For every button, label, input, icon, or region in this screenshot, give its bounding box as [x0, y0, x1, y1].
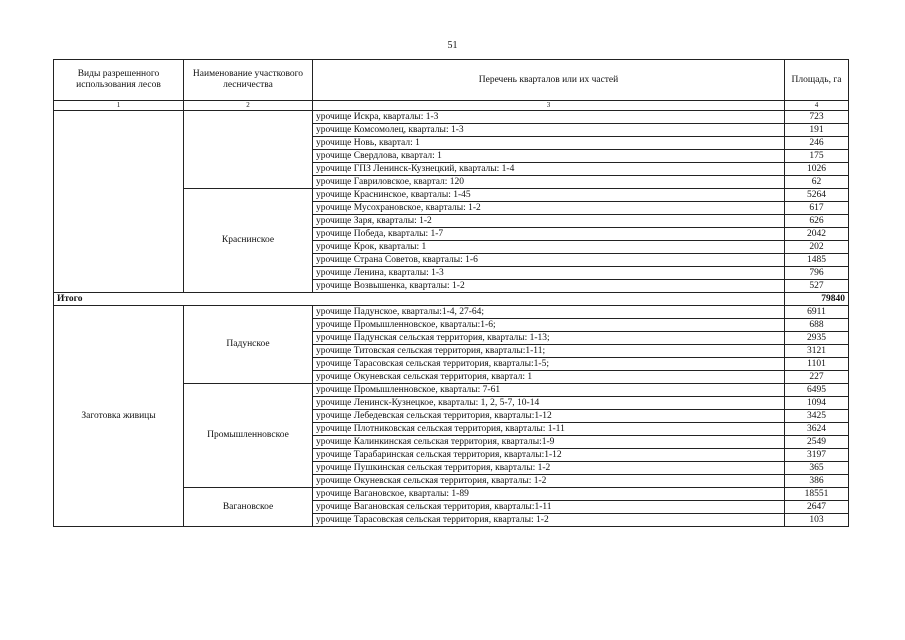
area-cell: 5264	[785, 189, 849, 202]
quarter-cell: урочище Мусохрановское, кварталы: 1-2	[313, 202, 785, 215]
quarter-cell: урочище Падунское, кварталы:1-4, 27-64;	[313, 306, 785, 319]
area-cell: 3121	[785, 345, 849, 358]
quarter-cell: урочище Вагановское, кварталы: 1-89	[313, 488, 785, 501]
column-number: 4	[785, 101, 849, 111]
area-cell: 688	[785, 319, 849, 332]
area-cell: 191	[785, 124, 849, 137]
use-type-cell	[54, 111, 184, 293]
quarter-cell: урочище Лебедевская сельская территория, кварталы:1-12	[313, 410, 785, 423]
quarter-cell: урочище Гавриловское, квартал: 120	[313, 176, 785, 189]
table-header-row	[54, 60, 849, 101]
column-number: 3	[313, 101, 785, 111]
area-cell: 617	[785, 202, 849, 215]
total-label: Итого	[54, 293, 785, 306]
quarter-cell: урочище Тарабаринская сельская территория, кварталы:1-12	[313, 449, 785, 462]
area-cell: 365	[785, 462, 849, 475]
area-cell: 103	[785, 514, 849, 527]
quarter-cell: урочище Тарасовская сельская территория, кварталы:1-5;	[313, 358, 785, 371]
quarter-cell: урочище Ленинск-Кузнецкое, кварталы: 1, 2, 5-7, 10-14	[313, 397, 785, 410]
total-value: 79840	[785, 293, 849, 306]
column-number: 2	[184, 101, 313, 111]
quarter-cell: урочище Вагановская сельская территория, кварталы:1-11	[313, 501, 785, 514]
area-cell: 2042	[785, 228, 849, 241]
table-row	[54, 111, 849, 124]
area-cell: 6495	[785, 384, 849, 397]
quarter-cell: урочище Возвышенка, кварталы: 1-2	[313, 280, 785, 293]
area-cell: 2935	[785, 332, 849, 345]
quarter-cell: урочище Падунская сельская территория, кварталы: 1-13;	[313, 332, 785, 345]
header-quarters: Перечень кварталов или их частей	[313, 60, 785, 101]
quarter-cell: урочище Пушкинская сельская территория, кварталы: 1-2	[313, 462, 785, 475]
forestry-cell: Падунское	[184, 306, 313, 384]
quarter-cell: урочище Титовская сельская территория, кварталы:1-11;	[313, 345, 785, 358]
quarter-cell: урочище Тарасовская сельская территория, кварталы: 1-2	[313, 514, 785, 527]
page-number: 51	[447, 40, 458, 51]
quarter-cell: урочище ГПЗ Ленинск-Кузнецкий, кварталы: 1-4	[313, 163, 785, 176]
quarter-cell: урочище Крок, кварталы: 1	[313, 241, 785, 254]
area-cell: 386	[785, 475, 849, 488]
area-cell: 3425	[785, 410, 849, 423]
quarter-cell: урочище Калинкинская сельская территория, кварталы:1-9	[313, 436, 785, 449]
area-cell: 3197	[785, 449, 849, 462]
header-forestry: Наименование участкового лесничества	[184, 60, 313, 101]
quarter-cell: урочище Комсомолец, кварталы: 1-3	[313, 124, 785, 137]
area-cell: 626	[785, 215, 849, 228]
area-cell: 3624	[785, 423, 849, 436]
quarter-cell: урочище Окуневская сельская территория, кварталы: 1-2	[313, 475, 785, 488]
quarter-cell: урочище Страна Советов, кварталы: 1-6	[313, 254, 785, 267]
table-column-numbers-row	[54, 101, 849, 111]
area-cell: 1485	[785, 254, 849, 267]
header-use-type: Виды разрешенного использования лесов	[54, 60, 184, 101]
quarter-cell: урочище Ленина, кварталы: 1-3	[313, 267, 785, 280]
forestry-cell: Вагановское	[184, 488, 313, 527]
forest-use-table	[53, 59, 849, 527]
quarter-cell: урочище Искра, кварталы: 1-3	[313, 111, 785, 124]
quarter-cell: урочище Победа, кварталы: 1-7	[313, 228, 785, 241]
area-cell: 2647	[785, 501, 849, 514]
area-cell: 1094	[785, 397, 849, 410]
area-cell: 796	[785, 267, 849, 280]
area-cell: 62	[785, 176, 849, 189]
quarter-cell: урочище Промышленновское, кварталы: 7-61	[313, 384, 785, 397]
area-cell: 246	[785, 137, 849, 150]
area-cell: 202	[785, 241, 849, 254]
area-cell: 227	[785, 371, 849, 384]
table-row	[54, 306, 849, 319]
quarter-cell: урочище Плотниковская сельская территория, кварталы: 1-11	[313, 423, 785, 436]
area-cell: 6911	[785, 306, 849, 319]
use-type-cell: Заготовка живицы	[54, 306, 184, 527]
column-number: 1	[54, 101, 184, 111]
forestry-cell: Промышленновское	[184, 384, 313, 488]
area-cell: 723	[785, 111, 849, 124]
area-cell: 1101	[785, 358, 849, 371]
quarter-cell: урочище Промышленновское, кварталы:1-6;	[313, 319, 785, 332]
quarter-cell: урочище Новь, квартал: 1	[313, 137, 785, 150]
quarter-cell: урочище Заря, кварталы: 1-2	[313, 215, 785, 228]
area-cell: 527	[785, 280, 849, 293]
forestry-cell: Краснинское	[184, 189, 313, 293]
forestry-cell	[184, 111, 313, 189]
quarter-cell: урочище Окуневская сельская территория, квартал: 1	[313, 371, 785, 384]
quarter-cell: урочище Свердлова, квартал: 1	[313, 150, 785, 163]
total-row	[54, 293, 849, 306]
header-area: Площадь, га	[785, 60, 849, 101]
area-cell: 2549	[785, 436, 849, 449]
area-cell: 1026	[785, 163, 849, 176]
quarter-cell: урочище Краснинское, кварталы: 1-45	[313, 189, 785, 202]
area-cell: 175	[785, 150, 849, 163]
area-cell: 18551	[785, 488, 849, 501]
